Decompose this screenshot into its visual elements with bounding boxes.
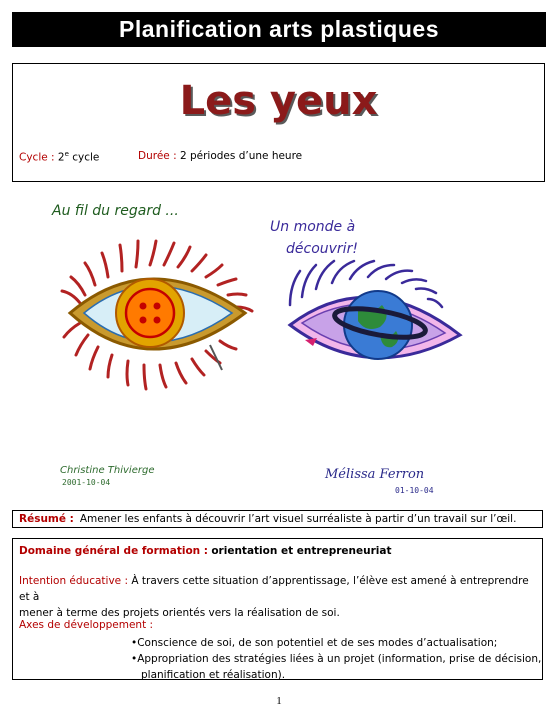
intention-text1: À travers cette situation d’apprentissage, l’élève est amené à entreprendre et à — [19, 575, 529, 603]
intention-block — [19, 573, 541, 621]
left-date: 2001-10-04 — [62, 478, 111, 487]
intention-label: Intention éducative : — [19, 575, 129, 587]
resume-box — [12, 510, 543, 528]
duree-value: 2 périodes d’une heure — [179, 150, 303, 162]
right-signature: Mélissa Ferron — [325, 467, 425, 482]
right-date: 01-10-04 — [395, 486, 434, 495]
resume-label: Résumé : — [19, 513, 74, 525]
cycle-label: Cycle : — [19, 151, 55, 164]
duree-info — [138, 150, 302, 162]
cycle-value-num: 2 — [57, 151, 65, 164]
duree-label: Durée : — [138, 150, 177, 162]
left-caption: Au fil du regard ... — [52, 203, 179, 219]
domaine-box — [12, 538, 543, 680]
domaine-label: Domaine général de formation : — [19, 545, 208, 557]
page-header — [12, 12, 546, 47]
cycle-info — [19, 150, 99, 164]
eye-drawings — [40, 195, 520, 500]
right-eye-drawing — [290, 261, 460, 359]
domaine-line — [19, 545, 391, 557]
left-signature: Christine Thivierge — [60, 465, 155, 476]
intention-text2: mener à terme des projets orientés vers la réalisation de soi. — [19, 607, 340, 619]
right-caption-line1: Un monde à — [270, 219, 356, 235]
domaine-value: orientation et entrepreneuriat — [211, 545, 392, 557]
axes-item: •Conscience de soi, de son potentiel et de ses modes d’actualisation; — [131, 637, 498, 649]
page-number: 1 — [276, 695, 282, 707]
left-eye-drawing — [62, 241, 252, 389]
axes-item: planification et réalisation). — [141, 669, 286, 681]
resume-text: Amener les enfants à découvrir l’art visuel surréaliste à partir d’un travail sur l’œil. — [79, 513, 517, 525]
header-title: Planification arts plastiques — [119, 16, 439, 42]
lesson-title: Les yeux — [179, 78, 378, 124]
title-box — [12, 63, 545, 182]
right-caption-line2: découvrir! — [286, 241, 358, 257]
axes-list — [131, 635, 541, 683]
axes-label: Axes de développement : — [19, 619, 154, 631]
cycle-value-sup: e — [64, 150, 69, 158]
cycle-value-rest: cycle — [68, 151, 100, 164]
axes-item: •Appropriation des stratégies liées à un projet (information, prise de décision, — [131, 653, 542, 665]
